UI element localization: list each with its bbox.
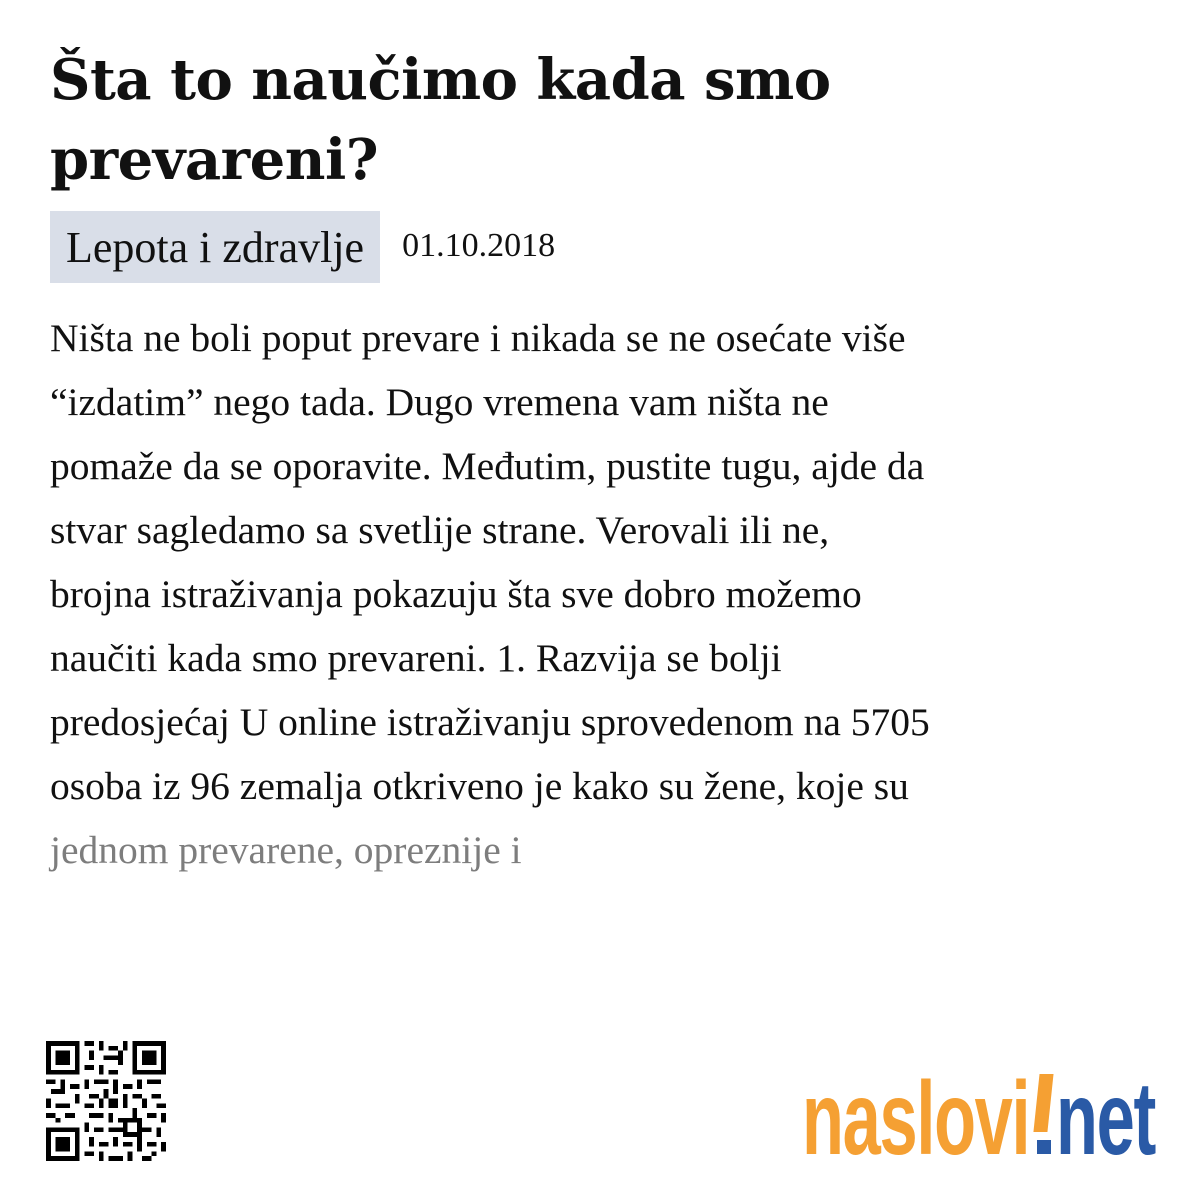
excerpt-line-faded: jednom prevarene, opreznije i: [50, 828, 522, 872]
svg-text:naslovi: naslovi: [802, 1060, 1030, 1170]
excerpt-line: naučiti kada smo prevareni. 1. Razvija se bolji: [50, 636, 782, 680]
excerpt-line: predosjećaj U online istraživanju sprovedenom na 5705: [50, 700, 930, 744]
excerpt-line: brojna istraživanja pokazuju šta sve dobro možemo: [50, 572, 862, 616]
excerpt-line: Ništa ne boli poput prevare i nikada se ne osećate više: [50, 316, 906, 360]
excerpt-line: stvar sagledamo sa svetlije strane. Verovali ili ne,: [50, 508, 830, 552]
excerpt-line: osoba iz 96 zemalja otkriveno je kako su žene, koje su: [50, 764, 909, 808]
naslovi-net-logo[interactable]: [800, 1060, 1170, 1170]
article-title[interactable]: Šta to naučimo kada smo prevareni?: [50, 47, 831, 193]
qr-code-icon[interactable]: [46, 1038, 166, 1164]
svg-text:net: net: [1056, 1060, 1156, 1170]
article-excerpt: [50, 306, 1160, 882]
category-badge[interactable]: Lepota i zdravlje: [50, 211, 380, 283]
excerpt-line: “izdatim” nego tada. Dugo vremena vam ništa ne: [50, 380, 829, 424]
article-date: 01.10.2018: [402, 227, 556, 264]
excerpt-line: pomaže da se oporavite. Međutim, pustite tugu, ajde da: [50, 444, 925, 488]
article-meta: [50, 211, 555, 283]
